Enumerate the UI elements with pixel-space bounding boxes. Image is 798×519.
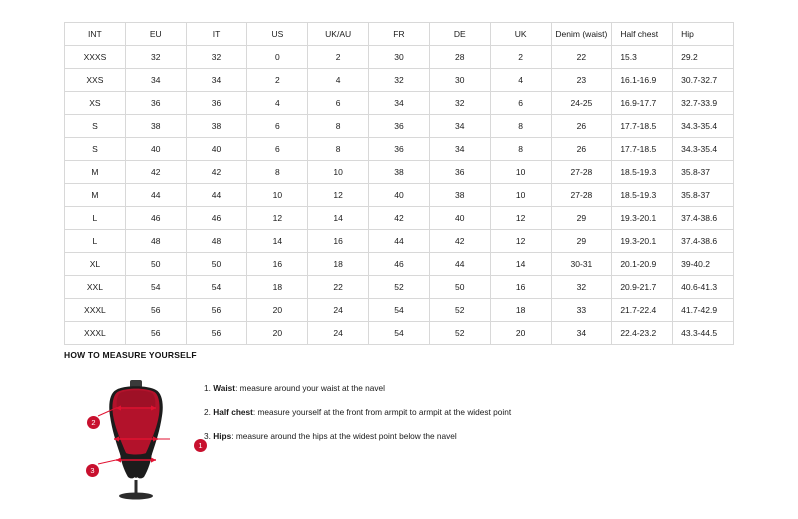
table-row (65, 92, 734, 115)
mannequin-figure-container (64, 370, 204, 500)
cell-hip: 30.7-32.7 (673, 69, 734, 92)
cell-it: 42 (186, 161, 247, 184)
cell-de: 38 (429, 184, 490, 207)
cell-half-chest: 19.3-20.1 (612, 207, 673, 230)
table-row (65, 69, 734, 92)
measure-badge-1: 1 (194, 439, 207, 452)
cell-int: L (65, 230, 126, 253)
cell-us: 20 (247, 322, 308, 345)
cell-fr: 46 (369, 253, 430, 276)
cell-uk-au: 10 (308, 161, 369, 184)
cell-denim-waist: 32 (551, 276, 612, 299)
cell-uk-au: 24 (308, 322, 369, 345)
cell-uk-au: 2 (308, 46, 369, 69)
measure-instruction-waist-term: Waist (213, 383, 236, 393)
cell-uk: 16 (490, 276, 551, 299)
measure-instruction-hips-text: : measure around the hips at the widest point below the navel (231, 430, 457, 441)
cell-de: 40 (429, 207, 490, 230)
cell-denim-waist: 33 (551, 299, 612, 322)
cell-it: 34 (186, 69, 247, 92)
cell-us: 14 (247, 230, 308, 253)
cell-hip: 34.3-35.4 (673, 115, 734, 138)
cell-hip: 41.7-42.9 (673, 299, 734, 322)
cell-denim-waist: 27-28 (551, 184, 612, 207)
cell-us: 6 (247, 138, 308, 161)
cell-uk: 20 (490, 322, 551, 345)
cell-eu: 42 (125, 161, 186, 184)
table-row (65, 161, 734, 184)
cell-eu: 56 (125, 322, 186, 345)
table-body (65, 46, 734, 345)
size-chart-table-container (64, 22, 734, 345)
cell-half-chest: 19.3-20.1 (612, 230, 673, 253)
cell-de: 52 (429, 299, 490, 322)
cell-denim-waist: 23 (551, 69, 612, 92)
cell-fr: 54 (369, 299, 430, 322)
cell-half-chest: 17.7-18.5 (612, 115, 673, 138)
cell-half-chest: 15.3 (612, 46, 673, 69)
cell-half-chest: 16.1-16.9 (612, 69, 673, 92)
cell-us: 12 (247, 207, 308, 230)
column-header-half-chest: Half chest (612, 23, 673, 46)
cell-hip: 35.8-37 (673, 161, 734, 184)
cell-hip: 32.7-33.9 (673, 92, 734, 115)
cell-us: 20 (247, 299, 308, 322)
table-row (65, 46, 734, 69)
cell-it: 44 (186, 184, 247, 207)
column-header-hip: Hip (673, 23, 734, 46)
cell-de: 52 (429, 322, 490, 345)
cell-de: 34 (429, 138, 490, 161)
cell-fr: 38 (369, 161, 430, 184)
cell-it: 50 (186, 253, 247, 276)
cell-fr: 36 (369, 115, 430, 138)
cell-denim-waist: 29 (551, 207, 612, 230)
cell-denim-waist: 34 (551, 322, 612, 345)
cell-denim-waist: 26 (551, 138, 612, 161)
cell-uk: 10 (490, 184, 551, 207)
cell-us: 16 (247, 253, 308, 276)
cell-hip: 35.8-37 (673, 184, 734, 207)
cell-half-chest: 21.7-22.4 (612, 299, 673, 322)
cell-hip: 29.2 (673, 46, 734, 69)
table-row (65, 299, 734, 322)
cell-eu: 56 (125, 299, 186, 322)
cell-eu: 32 (125, 46, 186, 69)
cell-us: 4 (247, 92, 308, 115)
table-row (65, 230, 734, 253)
cell-eu: 34 (125, 69, 186, 92)
cell-uk: 12 (490, 207, 551, 230)
cell-denim-waist: 22 (551, 46, 612, 69)
cell-denim-waist: 27-28 (551, 161, 612, 184)
measure-instruction-waist (204, 384, 511, 394)
cell-int: S (65, 115, 126, 138)
cell-de: 50 (429, 276, 490, 299)
cell-half-chest: 20.9-21.7 (612, 276, 673, 299)
cell-eu: 36 (125, 92, 186, 115)
cell-hip: 34.3-35.4 (673, 138, 734, 161)
column-header-uk: UK (490, 23, 551, 46)
cell-uk: 12 (490, 230, 551, 253)
cell-us: 2 (247, 69, 308, 92)
cell-it: 48 (186, 230, 247, 253)
cell-fr: 40 (369, 184, 430, 207)
cell-hip: 37.4-38.6 (673, 207, 734, 230)
cell-it: 36 (186, 92, 247, 115)
cell-it: 40 (186, 138, 247, 161)
cell-fr: 52 (369, 276, 430, 299)
cell-us: 0 (247, 46, 308, 69)
cell-de: 28 (429, 46, 490, 69)
cell-de: 34 (429, 115, 490, 138)
column-header-fr: FR (369, 23, 430, 46)
column-header-uk-au: UK/AU (308, 23, 369, 46)
table-header (65, 23, 734, 46)
cell-hip: 39-40.2 (673, 253, 734, 276)
column-header-de: DE (429, 23, 490, 46)
cell-de: 32 (429, 92, 490, 115)
cell-us: 10 (247, 184, 308, 207)
cell-de: 30 (429, 69, 490, 92)
column-header-eu: EU (125, 23, 186, 46)
table-row (65, 184, 734, 207)
cell-us: 18 (247, 276, 308, 299)
cell-us: 8 (247, 161, 308, 184)
cell-us: 6 (247, 115, 308, 138)
cell-int: XXL (65, 276, 126, 299)
cell-uk-au: 12 (308, 184, 369, 207)
cell-half-chest: 17.7-18.5 (612, 138, 673, 161)
cell-fr: 42 (369, 207, 430, 230)
cell-fr: 54 (369, 322, 430, 345)
cell-eu: 48 (125, 230, 186, 253)
cell-eu: 46 (125, 207, 186, 230)
cell-uk-au: 4 (308, 69, 369, 92)
cell-int: M (65, 161, 126, 184)
cell-half-chest: 20.1-20.9 (612, 253, 673, 276)
cell-uk-au: 22 (308, 276, 369, 299)
measure-instruction-half-chest-text: : measure yourself at the front from armpit to armpit at the widest point (252, 406, 512, 417)
cell-uk: 2 (490, 46, 551, 69)
how-to-measure-body (64, 370, 764, 500)
measure-instruction-waist-index: 1. (204, 383, 211, 393)
cell-fr: 36 (369, 138, 430, 161)
measure-instructions-list (204, 370, 511, 456)
cell-fr: 44 (369, 230, 430, 253)
measure-instruction-half-chest-index: 2. (204, 406, 211, 417)
cell-uk-au: 6 (308, 92, 369, 115)
cell-uk-au: 8 (308, 115, 369, 138)
cell-uk-au: 16 (308, 230, 369, 253)
cell-it: 56 (186, 299, 247, 322)
cell-int: XXXS (65, 46, 126, 69)
cell-fr: 34 (369, 92, 430, 115)
cell-de: 36 (429, 161, 490, 184)
cell-int: XL (65, 253, 126, 276)
cell-de: 44 (429, 253, 490, 276)
table-header-row (65, 23, 734, 46)
measure-instruction-hips-index: 3. (204, 430, 211, 441)
measure-badge-3: 3 (86, 464, 99, 477)
size-chart-table (64, 22, 734, 345)
column-header-it: IT (186, 23, 247, 46)
column-header-us: US (247, 23, 308, 46)
table-row (65, 138, 734, 161)
cell-eu: 44 (125, 184, 186, 207)
cell-it: 56 (186, 322, 247, 345)
cell-eu: 50 (125, 253, 186, 276)
measure-badge-2: 2 (87, 416, 100, 429)
cell-uk: 14 (490, 253, 551, 276)
cell-uk: 8 (490, 138, 551, 161)
cell-hip: 37.4-38.6 (673, 230, 734, 253)
cell-int: XXXL (65, 299, 126, 322)
mannequin-illustration (86, 376, 186, 501)
cell-int: XXS (65, 69, 126, 92)
cell-it: 38 (186, 115, 247, 138)
cell-half-chest: 22.4-23.2 (612, 322, 673, 345)
cell-half-chest: 18.5-19.3 (612, 161, 673, 184)
mannequin-icon (86, 376, 186, 501)
cell-fr: 30 (369, 46, 430, 69)
cell-denim-waist: 24-25 (551, 92, 612, 115)
cell-uk: 4 (490, 69, 551, 92)
cell-int: XXXL (65, 322, 126, 345)
cell-denim-waist: 30-31 (551, 253, 612, 276)
cell-half-chest: 16.9-17.7 (612, 92, 673, 115)
cell-it: 46 (186, 207, 247, 230)
cell-fr: 32 (369, 69, 430, 92)
cell-eu: 54 (125, 276, 186, 299)
column-header-denim-waist: Denim (waist) (551, 23, 612, 46)
cell-uk-au: 18 (308, 253, 369, 276)
cell-eu: 38 (125, 115, 186, 138)
cell-uk-au: 24 (308, 299, 369, 322)
cell-int: L (65, 207, 126, 230)
cell-uk: 18 (490, 299, 551, 322)
cell-uk: 6 (490, 92, 551, 115)
column-header-int: INT (65, 23, 126, 46)
cell-uk: 10 (490, 161, 551, 184)
how-to-measure-title: HOW TO MEASURE YOURSELF (64, 350, 197, 360)
cell-uk-au: 8 (308, 138, 369, 161)
cell-uk: 8 (490, 115, 551, 138)
table-row (65, 115, 734, 138)
cell-hip: 43.3-44.5 (673, 322, 734, 345)
cell-denim-waist: 26 (551, 115, 612, 138)
measure-instruction-hips-term: Hips (213, 430, 232, 441)
cell-it: 54 (186, 276, 247, 299)
cell-int: XS (65, 92, 126, 115)
cell-int: S (65, 138, 126, 161)
table-row (65, 276, 734, 299)
cell-de: 42 (429, 230, 490, 253)
cell-half-chest: 18.5-19.3 (612, 184, 673, 207)
measure-instruction-waist-text: : measure around your waist at the navel (235, 383, 385, 393)
measure-instruction-hips (204, 432, 511, 442)
table-row (65, 207, 734, 230)
how-to-measure-section (64, 350, 764, 500)
cell-denim-waist: 29 (551, 230, 612, 253)
cell-uk-au: 14 (308, 207, 369, 230)
cell-hip: 40.6-41.3 (673, 276, 734, 299)
cell-eu: 40 (125, 138, 186, 161)
cell-int: M (65, 184, 126, 207)
measure-instruction-half-chest-term: Half chest (213, 406, 253, 417)
table-row (65, 253, 734, 276)
cell-it: 32 (186, 46, 247, 69)
table-row (65, 322, 734, 345)
measure-instruction-half-chest (204, 408, 511, 418)
